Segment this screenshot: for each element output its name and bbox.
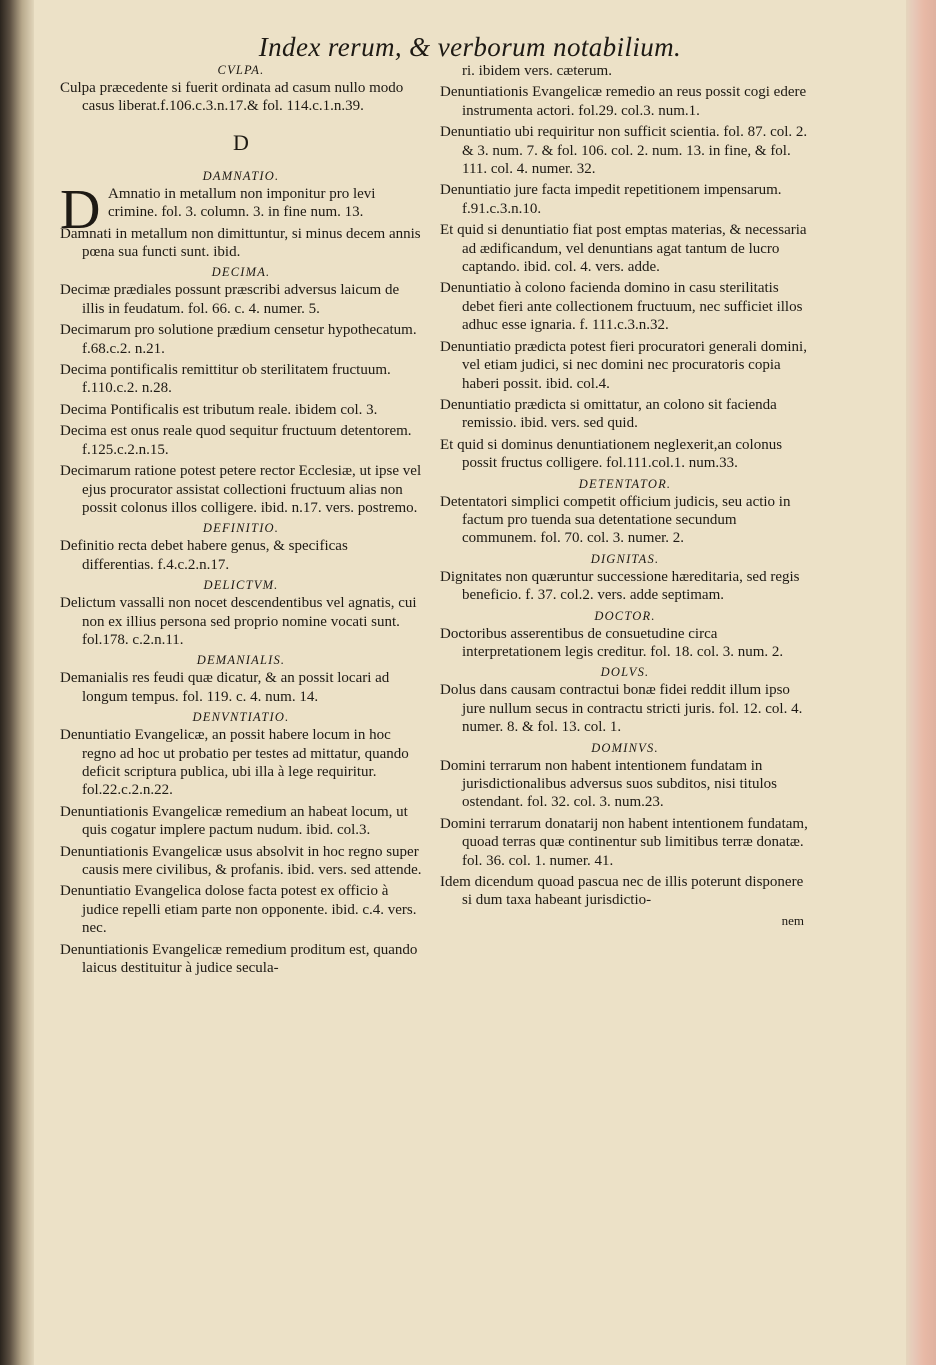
index-entry <box>60 178 422 241</box>
index-entry: Denuntiatio ubi requiritur non sufficit scientia. fol. 87. col. 2. & 3. num. 7. & fol. 106. col. 2. num. 13. in fine, & fol. 111. col. 4. numer. 32. <box>440 124 808 178</box>
index-entry: Decimarum ratione potest petere rector Ecclesiæ, ut ipse vel ejus procurator assistat collectioni fructuum alias non possit colonus illos colligere. ibid. n.17. vers. postremo. <box>60 463 422 516</box>
index-entry: Idem dicendum quoad pascua nec de illis poterunt disponere si dum taxa habeant jurisdictio- <box>440 874 804 909</box>
index-heading: DOMINVS. <box>591 740 659 755</box>
index-entry: Denuntiationis Evangelicæ usus absolvit in hoc regno super causis mere civilibus, & profanis. ibid. vers. sed attende. <box>60 843 422 878</box>
index-entry: Decimæ prædiales possunt præscribi adversus laicum de illis in feudatum. fol. 66. c. 4. numer. 5. <box>60 282 400 317</box>
left-column <box>60 62 422 980</box>
index-heading: DEFINITIO. <box>202 521 280 536</box>
index-entry: Culpa præcedente si fuerit ordinata ad casum nullo modo casus liberat.f.106.c.3.n.17.& fol. 114.c.1.n.39. <box>60 80 404 115</box>
index-heading: DOCTOR. <box>594 608 656 623</box>
index-entry: Dolus dans causam contractui bonæ fidei reddit illum ipso jure nullum secus in contractu stricti juris. fol. 12. col. 4. numer. 8. & fol. 13. col. 1. <box>440 682 803 736</box>
index-entry: Denuntiatio Evangelicæ, an possit habere locum in hoc regno ad hoc ut probatio per testes ad mittatur, quando deficit scriptura publica, ubi illa à lege requiritur. fol.22.c.2.n.22. <box>60 727 409 799</box>
index-entry: Et quid si dominus denuntiationem neglexerit,an colonus possit fructus colligere. fol.111.col.1. num.33. <box>440 436 783 472</box>
index-entry: Detentatori simplici competit officium judicis, seu actio in factum pro tuenda sua detentatione secundum communem. fol. 70. col. 3. numer. 2. <box>440 493 791 547</box>
index-entry: Denuntiatio prædicta potest fieri procuratori generali domini, vel etiam judici, si nec domini nec procuratoris copia haberi possit. ibid. col.4. <box>440 338 807 392</box>
entry-text: Amnatio in metallum non imponitur pro levi crimine. fol. 3. column. 3. in fine num. 13. <box>108 185 376 221</box>
index-entry: Doctoribus asserentibus de consuetudine circa interpretationem legis creditur. fol. 18. col. 3. num. 2. <box>440 625 784 660</box>
index-entry: Denuntiationis Evangelicæ remedium an habeat locum, ut quis cogatur implere pactum nudum. ibid. col.3. <box>60 803 408 839</box>
index-entry: Denuntiatio prædicta si omittatur, an colono sit facienda remissio. ibid. vers. sed quid. <box>440 396 777 432</box>
index-heading: CVLPA. <box>217 63 265 77</box>
catchword: nem <box>781 912 804 928</box>
index-entry: Damnati in metallum non dimittuntur, si minus decem annis pœna sua functi sunt. ibid. <box>60 225 421 261</box>
index-heading: DECIMA. <box>211 265 271 280</box>
index-entry: Denuntiationis Evangelicæ remedio an reus possit cogi edere instrumenta actori. fol.29. col.3. num.1. <box>440 84 807 119</box>
binding-gutter <box>0 0 34 1365</box>
index-heading: DEMANIALIS. <box>196 653 286 668</box>
index-heading: DIGNITAS. <box>590 551 660 566</box>
index-entry: Domini terrarum non habent intentionem fundatam in jurisdictionalibus adversus suos subditos, nisi titulos ostendant. fol. 32. col. 3. num.23. <box>440 757 778 811</box>
index-heading: DELICTVM. <box>203 578 279 593</box>
index-entry: Decimarum pro solutione prædium censetur hypothecatum. f.68.c.2. n.21. <box>60 322 417 357</box>
index-entry: Decima pontificalis remittitur ob sterilitatem fructuum. f.110.c.2. n.28. <box>60 362 391 397</box>
index-entry: Decima est onus reale quod sequitur fructuum detentorem. f.125.c.2.n.15. <box>60 423 412 458</box>
index-heading: DENVNTIATIO. <box>192 710 290 725</box>
index-entry: Denuntiatio Evangelica dolose facta potest ex officio à judice repelli etiam parte non opponente. ibid. c.4. vers. nec. <box>60 883 417 937</box>
index-heading: DETENTATOR. <box>578 476 672 491</box>
index-entry: Domini terrarum donatarij non habent intentionem fundatam, quoad terras quæ continentur sub limitibus terræ donatæ. fol. 36. col. 1. numer. 41. <box>440 815 808 869</box>
page-edge <box>906 0 936 1365</box>
index-heading: DAMNATIO. <box>202 168 280 183</box>
page-header: Index rerum, & verborum notabilium. <box>258 32 682 62</box>
index-entry: Denuntiatio à colono facienda domino in casu sterilitatis debet fieri ante collectionem fructuum, nec sufficiet illos adhuc esse ignaria. f. 111.c.3.n.32. <box>440 280 803 334</box>
index-entry: Et quid si denuntiatio fiat post emptas materias, & necessaria ad ædificandum, vel denuntians agat tantum de lucro captando. ibid. col. 4. vers. adde. <box>440 222 807 276</box>
drop-cap: D <box>60 178 101 241</box>
index-heading: DOLVS. <box>600 665 650 680</box>
index-entry: Demanialis res feudi quæ dicatur, & an possit locari ad longum tempus. fol. 119. c. 4. num. 14. <box>60 670 390 705</box>
index-entry: Denuntiationis Evangelicæ remedium proditum est, quando laicus destituitur à judice secula- <box>60 941 418 977</box>
entry-continuation: ri. ibidem vers. cæterum. <box>462 63 612 79</box>
index-entry: Definitio recta debet habere genus, & specificas differentias. f.4.c.2.n.17. <box>60 538 348 573</box>
index-entry: Denuntiatio jure facta impedit repetitionem impensarum. f.91.c.3.n.10. <box>440 182 782 217</box>
index-entry: Delictum vassalli non nocet descendentibus vel agnatis, cui non ex illius persona sed proprio nomine vocati sunt. fol.178. c.2.n.11. <box>60 595 417 648</box>
index-entry: Decima Pontificalis est tributum reale. ibidem col. 3. <box>60 401 378 418</box>
index-entry: Dignitates non quæruntur successione hæreditaria, sed regis beneficio. f. 37. col.2. vers. adde septimam. <box>440 568 800 604</box>
right-column <box>440 62 810 929</box>
section-letter: D <box>233 129 249 155</box>
